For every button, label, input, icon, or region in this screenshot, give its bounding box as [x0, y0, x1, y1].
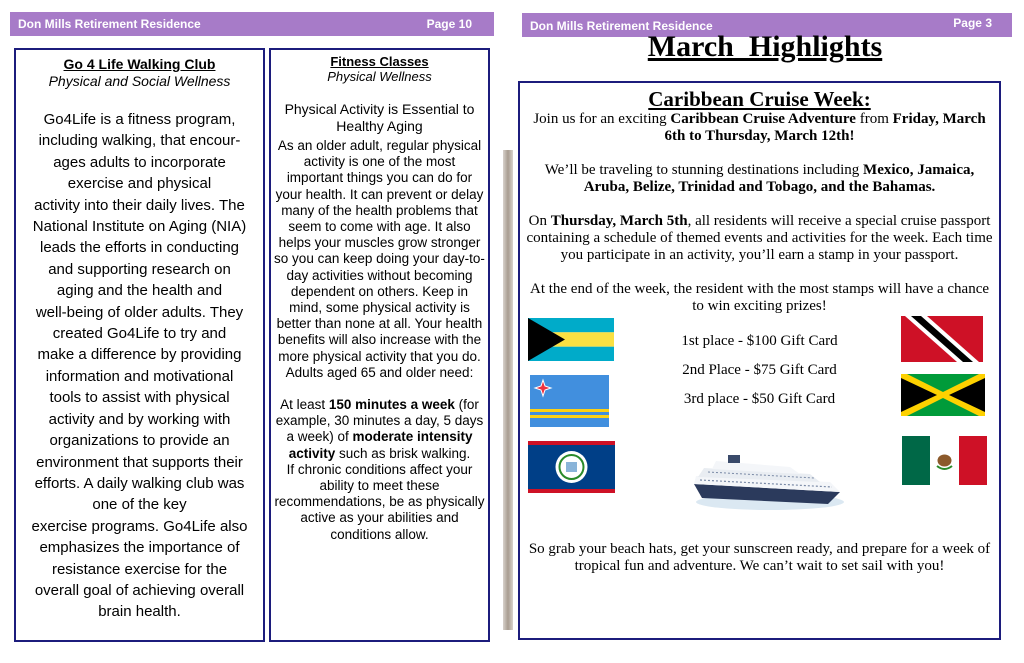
left-header-page: Page 10	[426, 17, 472, 31]
walking-club-line: make a difference by providing	[37, 346, 242, 364]
walking-club-line: efforts. A daily walking club was	[34, 474, 245, 492]
cruise-intro	[526, 111, 993, 145]
cruise-title: Caribbean Cruise Week:	[648, 87, 871, 111]
cruise-intro-dates: Friday, March 6th to Thursday, March 12th!	[664, 111, 986, 144]
walking-club-line: and supporting research on	[48, 260, 231, 278]
page-fold-shadow	[503, 150, 513, 630]
right-header-page: Page 3	[953, 16, 992, 30]
left-header-title: Don Mills Retirement Residence	[18, 17, 201, 31]
march-highlights-title: March Highlights	[647, 30, 883, 63]
right-header-title: Don Mills Retirement Residence	[530, 19, 713, 33]
walking-club-line: exercise and physical	[67, 175, 212, 193]
walking-club-line: well-being of older adults. They	[35, 303, 244, 321]
aruba-flag	[530, 375, 609, 427]
prize-first: 1st place - $100 Gift Card	[681, 333, 838, 349]
trinidad-flag	[901, 316, 983, 362]
walking-club-line: activity into their daily lives. The	[34, 196, 245, 214]
walking-club-line: including walking, that encour-	[38, 132, 241, 150]
fitness-closing: If chronic conditions affect your ability to meet these recommendations, be as physically active as your abilities and conditions allow.	[274, 461, 485, 542]
belize-flag	[528, 441, 615, 493]
mexico-flag	[902, 436, 987, 485]
passport-post: , all residents will receive a special cruise passport containing a schedule of themed events and activities for the week. Each time you participate in an activity, you’ll earn a stamp in your passport.	[526, 213, 993, 263]
walking-club-line: activity and by working with	[48, 410, 231, 428]
walking-club-line: ages adults to incorporate	[53, 153, 226, 171]
walking-club-box	[14, 48, 265, 642]
destinations-pre: We’ll be traveling to stunning destinations including	[544, 162, 864, 178]
fitness-subtitle: Physical Wellness	[327, 69, 432, 84]
destinations-list: Mexico, Jamaica, Aruba, Belize, Trinidad and Tobago, and the Bahamas.	[583, 162, 975, 195]
fitness-box	[269, 48, 490, 642]
walking-club-line: organizations to provide an	[49, 432, 230, 450]
prize-second: 2nd Place - $75 Gift Card	[682, 362, 837, 378]
fitness-heading: Physical Activity is Essential to Healthy Aging	[284, 101, 475, 134]
jamaica-flag	[901, 374, 985, 416]
cruise-intro-event: Caribbean Cruise Adventure	[670, 111, 856, 127]
walking-club-line: created Go4Life to try and	[52, 325, 227, 343]
left-page-header	[10, 12, 494, 36]
fitness-title: Fitness Classes	[330, 54, 429, 69]
cruise-passport	[526, 213, 993, 264]
walking-club-line: information and motivational	[45, 367, 234, 385]
cruise-destinations	[526, 162, 993, 196]
passport-date: Thursday, March 5th	[550, 213, 688, 229]
walking-club-line: overall goal of achieving overall	[34, 581, 245, 599]
walking-club-line: aging and the health and	[56, 282, 223, 300]
bahamas-flag	[528, 318, 614, 361]
fitness-body: As an older adult, regular physical activity is one of the most important things you can do for your health. It can prevent or delay many of the health problems that seem to come with age. It also helps your muscles grow stronger so you can keep doing your day-to-day activities without becoming dependent on others. Keep in mind, some physical activity is better than none at all. Your health benefits will also increase with the more physical activity that you do. Adults aged 65 and older need:	[274, 138, 485, 380]
walking-club-line: National Institute on Aging (NIA)	[32, 218, 247, 236]
walking-club-line: tools to assist with physical	[49, 389, 230, 407]
walking-club-line: leads the efforts in conducting	[39, 239, 240, 257]
fitness-requirement	[274, 397, 485, 462]
walking-club-body	[18, 109, 261, 623]
cruise-intro-pre: Join us for an exciting	[533, 111, 671, 127]
walking-club-line: environment that supports their	[36, 453, 243, 471]
requirement-post: such as brisk walking.	[335, 445, 471, 461]
walking-club-title: Go 4 Life Walking Club	[63, 56, 216, 72]
walking-club-line: exercise programs. Go4Life also	[31, 517, 248, 535]
walking-club-line: brain health.	[98, 603, 181, 621]
prize-third: 3rd place - $50 Gift Card	[683, 391, 836, 407]
cruise-closing: So grab your beach hats, get your sunscreen ready, and prepare for a week of tropical fun and adventure. We can’t wait to set sail with you!	[528, 541, 991, 574]
walking-club-subtitle: Physical and Social Wellness	[48, 73, 231, 89]
requirement-mid: (for example, 30 minutes a day, 5 days a week) of	[275, 397, 484, 445]
requirement-intensity: moderate intensity activity	[288, 429, 473, 461]
requirement-pre: At least	[280, 397, 329, 413]
passport-pre: On	[528, 213, 551, 229]
cruise-intro-mid: from	[855, 111, 893, 127]
walking-club-line: emphasizes the importance of	[39, 539, 240, 557]
requirement-minutes: 150 minutes a week	[328, 397, 455, 413]
cruise-prizes-intro: At the end of the week, the resident with the most stamps will have a chance to win exciting prizes!	[529, 281, 990, 314]
walking-club-line: resistance exercise for the	[51, 560, 228, 578]
walking-club-line: Go4Life is a fitness program,	[43, 111, 236, 128]
walking-club-line: one of the key	[92, 496, 187, 514]
cruise-ship-image	[690, 452, 845, 512]
